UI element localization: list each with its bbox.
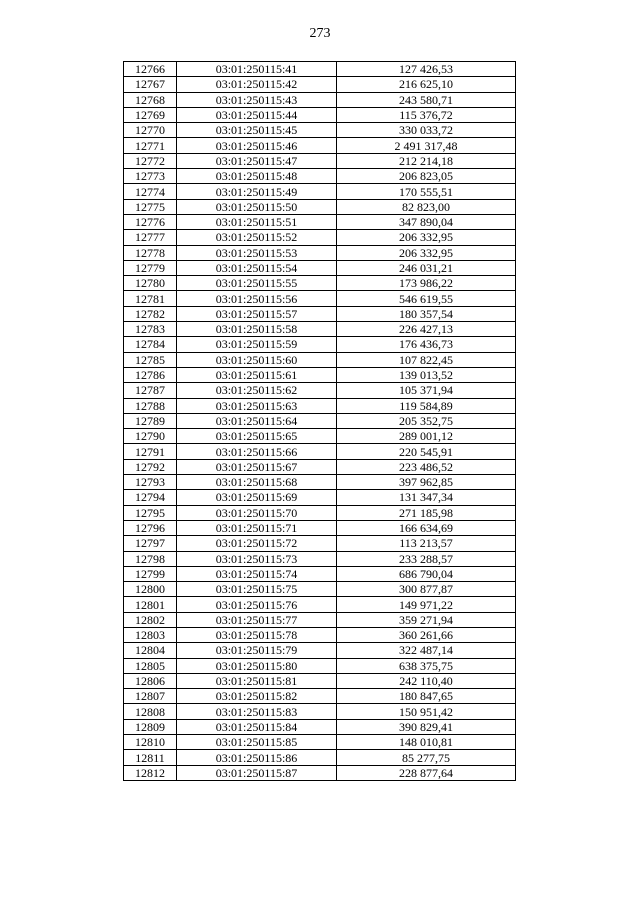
table-row	[124, 735, 516, 750]
cadastral-value-cell: 330 033,72	[337, 123, 516, 138]
table-row	[124, 673, 516, 688]
row-number-cell: 12801	[124, 597, 177, 612]
cadastral-value-cell: 226 427,13	[337, 322, 516, 337]
table-row	[124, 398, 516, 413]
table-row	[124, 536, 516, 551]
cadastral-number-cell: 03:01:250115:87	[177, 765, 337, 780]
cadastral-number-cell: 03:01:250115:47	[177, 153, 337, 168]
cadastral-value-table	[123, 61, 516, 781]
cadastral-value-cell: 173 986,22	[337, 276, 516, 291]
cadastral-number-cell: 03:01:250115:81	[177, 673, 337, 688]
cadastral-value-cell: 359 271,94	[337, 612, 516, 627]
row-number-cell: 12787	[124, 383, 177, 398]
cadastral-value-cell: 390 829,41	[337, 719, 516, 734]
row-number-cell: 12810	[124, 735, 177, 750]
cadastral-value-cell: 119 584,89	[337, 398, 516, 413]
cadastral-number-cell: 03:01:250115:85	[177, 735, 337, 750]
row-number-cell: 12812	[124, 765, 177, 780]
cadastral-number-cell: 03:01:250115:72	[177, 536, 337, 551]
cadastral-value-cell: 127 426,53	[337, 62, 516, 77]
cadastral-value-cell: 638 375,75	[337, 658, 516, 673]
table-row	[124, 429, 516, 444]
cadastral-value-cell: 360 261,66	[337, 627, 516, 642]
table-row	[124, 337, 516, 352]
cadastral-number-cell: 03:01:250115:78	[177, 627, 337, 642]
cadastral-value-cell: 206 332,95	[337, 230, 516, 245]
cadastral-value-cell: 85 277,75	[337, 750, 516, 765]
row-number-cell: 12784	[124, 337, 177, 352]
cadastral-value-cell: 212 214,18	[337, 153, 516, 168]
cadastral-value-cell: 115 376,72	[337, 107, 516, 122]
table-row	[124, 306, 516, 321]
row-number-cell: 12802	[124, 612, 177, 627]
cadastral-number-cell: 03:01:250115:66	[177, 444, 337, 459]
cadastral-value-cell: 686 790,04	[337, 566, 516, 581]
cadastral-number-cell: 03:01:250115:70	[177, 505, 337, 520]
row-number-cell: 12809	[124, 719, 177, 734]
cadastral-number-cell: 03:01:250115:76	[177, 597, 337, 612]
row-number-cell: 12811	[124, 750, 177, 765]
table-row	[124, 367, 516, 382]
cadastral-number-cell: 03:01:250115:45	[177, 123, 337, 138]
cadastral-number-cell: 03:01:250115:59	[177, 337, 337, 352]
table-row	[124, 77, 516, 92]
table-row	[124, 444, 516, 459]
row-number-cell: 12775	[124, 199, 177, 214]
table-row	[124, 627, 516, 642]
cadastral-value-cell: 233 288,57	[337, 551, 516, 566]
cadastral-value-cell: 243 580,71	[337, 92, 516, 107]
cadastral-value-cell: 139 013,52	[337, 367, 516, 382]
table-row	[124, 750, 516, 765]
table-row	[124, 597, 516, 612]
table-row	[124, 566, 516, 581]
cadastral-value-cell: 546 619,55	[337, 291, 516, 306]
cadastral-number-cell: 03:01:250115:57	[177, 306, 337, 321]
row-number-cell: 12782	[124, 306, 177, 321]
cadastral-number-cell: 03:01:250115:83	[177, 704, 337, 719]
cadastral-number-cell: 03:01:250115:53	[177, 245, 337, 260]
cadastral-value-cell: 228 877,64	[337, 765, 516, 780]
table-row	[124, 551, 516, 566]
table-row	[124, 765, 516, 780]
cadastral-value-cell: 148 010,81	[337, 735, 516, 750]
row-number-cell: 12806	[124, 673, 177, 688]
table-row	[124, 459, 516, 474]
cadastral-number-cell: 03:01:250115:82	[177, 689, 337, 704]
row-number-cell: 12778	[124, 245, 177, 260]
cadastral-value-cell: 300 877,87	[337, 582, 516, 597]
table-row	[124, 413, 516, 428]
cadastral-value-cell: 206 332,95	[337, 245, 516, 260]
row-number-cell: 12791	[124, 444, 177, 459]
table-row	[124, 383, 516, 398]
row-number-cell: 12774	[124, 184, 177, 199]
row-number-cell: 12768	[124, 92, 177, 107]
cadastral-value-cell: 223 486,52	[337, 459, 516, 474]
cadastral-number-cell: 03:01:250115:44	[177, 107, 337, 122]
cadastral-value-cell: 131 347,34	[337, 490, 516, 505]
row-number-cell: 12777	[124, 230, 177, 245]
table-row	[124, 505, 516, 520]
row-number-cell: 12797	[124, 536, 177, 551]
cadastral-value-cell: 166 634,69	[337, 520, 516, 535]
row-number-cell: 12769	[124, 107, 177, 122]
table-row	[124, 658, 516, 673]
cadastral-value-cell: 149 971,22	[337, 597, 516, 612]
table-row	[124, 719, 516, 734]
cadastral-number-cell: 03:01:250115:46	[177, 138, 337, 153]
row-number-cell: 12786	[124, 367, 177, 382]
table-row	[124, 169, 516, 184]
row-number-cell: 12771	[124, 138, 177, 153]
table-row	[124, 643, 516, 658]
row-number-cell: 12805	[124, 658, 177, 673]
cadastral-value-cell: 170 555,51	[337, 184, 516, 199]
row-number-cell: 12800	[124, 582, 177, 597]
cadastral-number-cell: 03:01:250115:63	[177, 398, 337, 413]
row-number-cell: 12781	[124, 291, 177, 306]
cadastral-number-cell: 03:01:250115:64	[177, 413, 337, 428]
row-number-cell: 12792	[124, 459, 177, 474]
cadastral-number-cell: 03:01:250115:41	[177, 62, 337, 77]
cadastral-value-cell: 271 185,98	[337, 505, 516, 520]
table-row	[124, 230, 516, 245]
cadastral-number-cell: 03:01:250115:58	[177, 322, 337, 337]
row-number-cell: 12803	[124, 627, 177, 642]
cadastral-number-cell: 03:01:250115:79	[177, 643, 337, 658]
cadastral-value-cell: 220 545,91	[337, 444, 516, 459]
table-row	[124, 123, 516, 138]
table-row	[124, 322, 516, 337]
cadastral-value-cell: 2 491 317,48	[337, 138, 516, 153]
cadastral-value-cell: 216 625,10	[337, 77, 516, 92]
row-number-cell: 12770	[124, 123, 177, 138]
cadastral-number-cell: 03:01:250115:51	[177, 214, 337, 229]
cadastral-number-cell: 03:01:250115:86	[177, 750, 337, 765]
table-row	[124, 520, 516, 535]
table-row	[124, 214, 516, 229]
cadastral-number-cell: 03:01:250115:65	[177, 429, 337, 444]
row-number-cell: 12794	[124, 490, 177, 505]
cadastral-number-cell: 03:01:250115:75	[177, 582, 337, 597]
cadastral-number-cell: 03:01:250115:71	[177, 520, 337, 535]
table-row	[124, 704, 516, 719]
row-number-cell: 12804	[124, 643, 177, 658]
cadastral-number-cell: 03:01:250115:42	[177, 77, 337, 92]
table-row	[124, 199, 516, 214]
row-number-cell: 12807	[124, 689, 177, 704]
cadastral-number-cell: 03:01:250115:60	[177, 352, 337, 367]
cadastral-number-cell: 03:01:250115:50	[177, 199, 337, 214]
cadastral-number-cell: 03:01:250115:43	[177, 92, 337, 107]
row-number-cell: 12798	[124, 551, 177, 566]
cadastral-value-cell: 180 847,65	[337, 689, 516, 704]
table-row	[124, 352, 516, 367]
cadastral-value-cell: 397 962,85	[337, 475, 516, 490]
table-body	[124, 62, 516, 781]
cadastral-number-cell: 03:01:250115:49	[177, 184, 337, 199]
row-number-cell: 12795	[124, 505, 177, 520]
row-number-cell: 12780	[124, 276, 177, 291]
cadastral-number-cell: 03:01:250115:62	[177, 383, 337, 398]
cadastral-number-cell: 03:01:250115:54	[177, 260, 337, 275]
row-number-cell: 12776	[124, 214, 177, 229]
cadastral-number-cell: 03:01:250115:80	[177, 658, 337, 673]
cadastral-number-cell: 03:01:250115:55	[177, 276, 337, 291]
row-number-cell: 12785	[124, 352, 177, 367]
table-row	[124, 153, 516, 168]
row-number-cell: 12790	[124, 429, 177, 444]
table-row	[124, 582, 516, 597]
cadastral-number-cell: 03:01:250115:52	[177, 230, 337, 245]
row-number-cell: 12766	[124, 62, 177, 77]
cadastral-value-cell: 105 371,94	[337, 383, 516, 398]
row-number-cell: 12808	[124, 704, 177, 719]
table-row	[124, 138, 516, 153]
cadastral-number-cell: 03:01:250115:74	[177, 566, 337, 581]
cadastral-number-cell: 03:01:250115:77	[177, 612, 337, 627]
cadastral-value-cell: 107 822,45	[337, 352, 516, 367]
cadastral-value-cell: 150 951,42	[337, 704, 516, 719]
table-row	[124, 490, 516, 505]
row-number-cell: 12793	[124, 475, 177, 490]
table-row	[124, 92, 516, 107]
cadastral-value-cell: 82 823,00	[337, 199, 516, 214]
cadastral-number-cell: 03:01:250115:61	[177, 367, 337, 382]
table-row	[124, 184, 516, 199]
cadastral-value-cell: 347 890,04	[337, 214, 516, 229]
table-row	[124, 107, 516, 122]
cadastral-value-cell: 242 110,40	[337, 673, 516, 688]
table-row	[124, 612, 516, 627]
cadastral-value-cell: 180 357,54	[337, 306, 516, 321]
row-number-cell: 12767	[124, 77, 177, 92]
cadastral-value-cell: 289 001,12	[337, 429, 516, 444]
cadastral-value-cell: 246 031,21	[337, 260, 516, 275]
page-number: 273	[309, 26, 331, 41]
row-number-cell: 12773	[124, 169, 177, 184]
row-number-cell: 12779	[124, 260, 177, 275]
cadastral-number-cell: 03:01:250115:68	[177, 475, 337, 490]
table-row	[124, 276, 516, 291]
table-row	[124, 260, 516, 275]
table-row	[124, 475, 516, 490]
cadastral-value-cell: 205 352,75	[337, 413, 516, 428]
table-row	[124, 291, 516, 306]
row-number-cell: 12796	[124, 520, 177, 535]
cadastral-number-cell: 03:01:250115:69	[177, 490, 337, 505]
cadastral-number-cell: 03:01:250115:56	[177, 291, 337, 306]
row-number-cell: 12799	[124, 566, 177, 581]
cadastral-number-cell: 03:01:250115:48	[177, 169, 337, 184]
row-number-cell: 12789	[124, 413, 177, 428]
row-number-cell: 12772	[124, 153, 177, 168]
cadastral-number-cell: 03:01:250115:73	[177, 551, 337, 566]
table-row	[124, 62, 516, 77]
table-row	[124, 689, 516, 704]
cadastral-value-cell: 113 213,57	[337, 536, 516, 551]
cadastral-value-cell: 322 487,14	[337, 643, 516, 658]
row-number-cell: 12783	[124, 322, 177, 337]
cadastral-value-cell: 176 436,73	[337, 337, 516, 352]
cadastral-number-cell: 03:01:250115:84	[177, 719, 337, 734]
cadastral-value-cell: 206 823,05	[337, 169, 516, 184]
row-number-cell: 12788	[124, 398, 177, 413]
table-row	[124, 245, 516, 260]
cadastral-number-cell: 03:01:250115:67	[177, 459, 337, 474]
